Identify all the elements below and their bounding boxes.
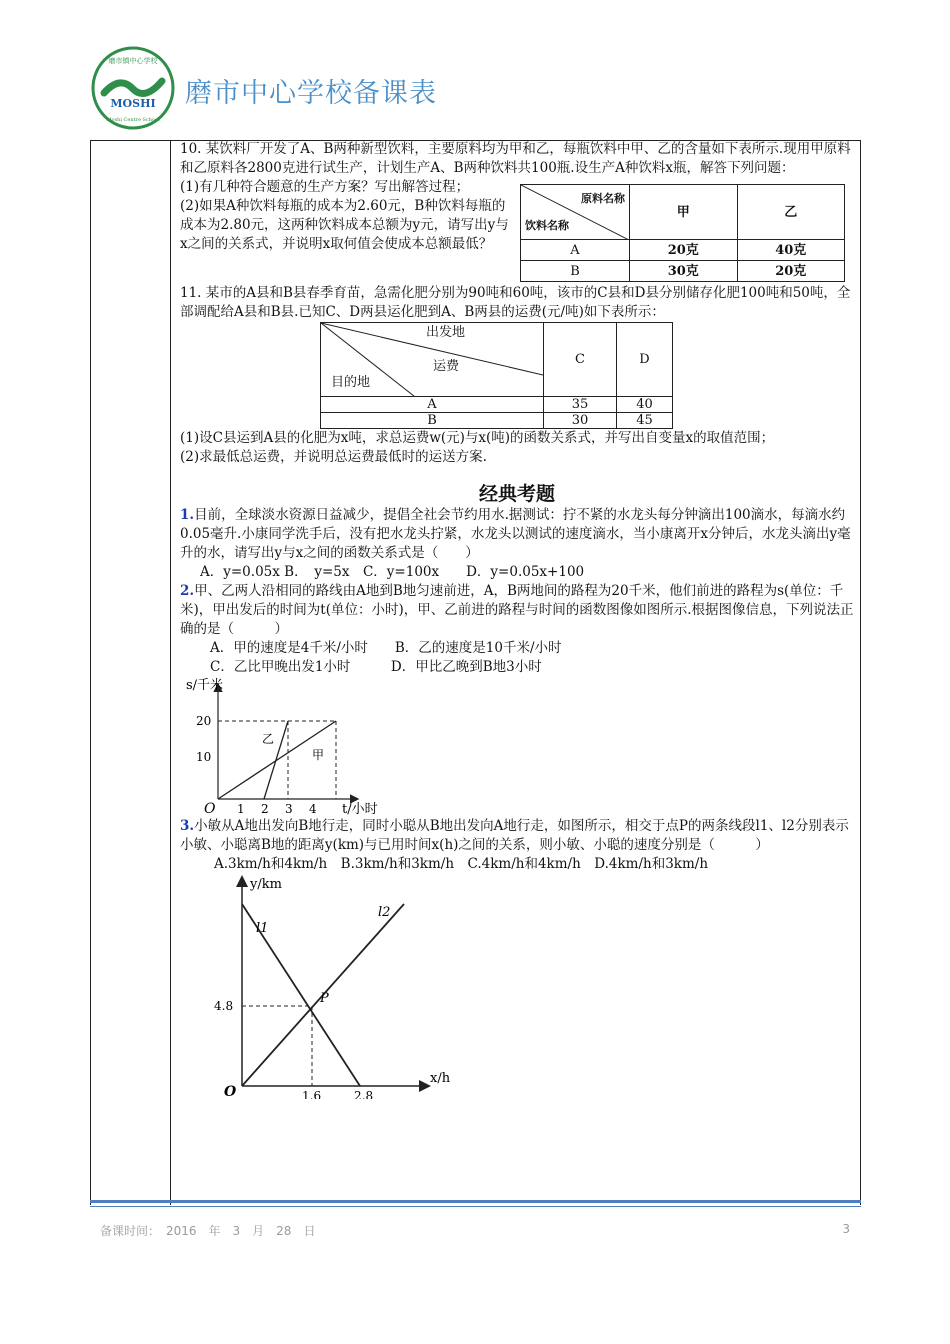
e2-ytick-10: 10 [196, 750, 212, 764]
e2-x-label: t/小时 [342, 802, 378, 817]
page-number: 3 [842, 1222, 850, 1236]
page-footer [100, 1222, 850, 1239]
logo-arc-top: 磨市镇中心学校 [108, 57, 158, 65]
q11-table [320, 322, 673, 429]
q10-diag-top: 原料名称 [581, 192, 625, 205]
e2-origin: O [204, 801, 216, 817]
q11-col-d: D [617, 323, 673, 397]
e3-text: 小敏从A地出发向B地行走，同时小聪从B地出发向A地行走，如图所示，相交于点P的两条线段l1、l2分别表示小敏、小聪离B地的距离y(km)与已用时间x(h)之间的关系，则小敏、小聪的速度分别是（ ） [180, 818, 849, 853]
table-row [321, 397, 673, 413]
page-header [90, 45, 870, 135]
q10-col-jia: 甲 [630, 185, 738, 240]
table-cell: A [321, 397, 544, 413]
table-cell: 20克 [737, 261, 845, 282]
e2-options-2: C．乙比甲晚出发1小时 D．甲比乙晚到B地3小时 [210, 659, 542, 675]
e3-xtick-2: 2.8 [354, 1089, 374, 1099]
e2-xtick-4: 4 [309, 802, 317, 816]
q10-table [520, 184, 845, 282]
frame-column-divider [170, 140, 171, 1205]
q11-label-from: 出发地 [426, 325, 466, 340]
frame-right-border [860, 140, 861, 1205]
e3-x-label: x/h [430, 1071, 451, 1086]
table-cell: B [321, 413, 544, 429]
e2-number: 2. [180, 583, 195, 599]
e2-text: 甲、乙两人沿相同的路线由A地到B地匀速前进，A，B两地间的路程为20千米，他们前进的路程为s(单位：千米)，甲出发后的时间为t(单位：小时)，甲、乙前进的路程与时间的函数图像如图所示.根据图像信息，下列说法正确的是（ ） [180, 583, 854, 637]
q10-diag-bottom: 饮料名称 [525, 219, 569, 232]
exam-question-3 [180, 817, 854, 1099]
e3-label-p: P [320, 991, 329, 1006]
lesson-content [180, 140, 854, 1099]
exam-question-1 [180, 506, 854, 582]
school-logo [90, 45, 176, 131]
school-title: 磨市中心学校备课表 [185, 78, 437, 109]
table-cell: 35 [544, 397, 617, 413]
e2-xtick-2: 2 [261, 802, 269, 816]
e2-label-jia: 甲 [312, 748, 325, 762]
table-cell: B [521, 261, 630, 282]
lesson-date: 备课时间： 2016 年 3 月 28 日 [100, 1224, 316, 1238]
section-title: 经典考题 [478, 483, 555, 505]
q10-diag-cell [521, 185, 630, 240]
logo-arc-bottom: Moshi Centre School [106, 117, 160, 123]
table-cell: A [521, 240, 630, 261]
logo-text: MOSHI [110, 97, 156, 110]
e2-y-label: s/千米 [186, 678, 224, 693]
q10-intro: 10. 某饮料厂开发了A、B两种新型饮料，主要原料均为甲和乙，每瓶饮料中甲、乙的含量如下表所示.现用甲原料和乙原料各2800克进行试生产，计划生产A、B两种饮料共100瓶.设生产A种饮料x瓶，解答下列问题： [180, 141, 851, 176]
q10-col-yi: 乙 [737, 185, 845, 240]
q10-part1: (1)有几种符合题意的生产方案？写出解答过程； [180, 179, 470, 195]
question-10 [180, 140, 854, 284]
q11-label-to: 目的地 [331, 375, 371, 390]
e3-graph [210, 874, 500, 1099]
e1-text: 目前，全球淡水资源日益减少，提倡全社会节约用水.据测试：拧不紧的水龙头每分钟滴出100滴水，每滴水约0.05毫升.小康同学洗手后，没有把水龙头拧紧，水龙头以测试的速度滴水，当小康离开x分钟后，水龙头滴出y毫升的水，请写出y与x之间的函数关系式是（ ） [180, 507, 851, 561]
e2-ytick-20: 20 [196, 714, 212, 728]
e3-options: A.3km/h和4km/h B.3km/h和3km/h C.4km/h和4km/h D.4km/h和3km/h [214, 856, 709, 872]
table-cell: 40克 [737, 240, 845, 261]
q11-part2: (2)求最低总运费，并说明总运费最低时的运送方案. [180, 449, 487, 465]
q11-part1: (1)设C县运到A县的化肥为x吨，求总运费w(元)与x(吨)的函数关系式，并写出自变量x的取值范围； [180, 430, 775, 446]
q11-label-fee: 运费 [433, 359, 460, 374]
e3-origin: O [224, 1084, 237, 1099]
table-cell: 20克 [630, 240, 738, 261]
table-row [321, 413, 673, 429]
frame-left-border [90, 140, 91, 1205]
table-row [521, 261, 845, 282]
exam-question-2 [180, 582, 854, 817]
e2-graph [182, 677, 392, 817]
e3-ytick: 4.8 [214, 999, 234, 1013]
e1-options: A．y=0.05x B． y=5x C．y=100x D．y=0.05x+100 [200, 564, 585, 580]
table-cell: 45 [617, 413, 673, 429]
q11-col-c: C [544, 323, 617, 397]
q11-diag-cell [321, 323, 544, 397]
e1-number: 1. [180, 507, 195, 523]
question-11 [180, 284, 854, 467]
e3-label-l2: l2 [378, 905, 391, 920]
e2-label-yi: 乙 [262, 732, 275, 746]
table-cell: 40 [617, 397, 673, 413]
table-cell: 30克 [630, 261, 738, 282]
e3-number: 3. [180, 818, 195, 834]
table-cell: 30 [544, 413, 617, 429]
e3-y-label: y/km [250, 877, 282, 892]
q10-part2: (2)如果A种饮料每瓶的成本为2.60元，B种饮料每瓶的成本为2.80元，这两种饮料成本总额为y元，请写出y与x之间的关系式，并说明x取何值会使成本总额最低？ [180, 198, 509, 252]
q11-intro: 11. 某市的A县和B县春季育苗，急需化肥分别为90吨和60吨，该市的C县和D县分别储存化肥100吨和50吨，全部调配给A县和B县.已知C、D两县运化肥到A、B两县的运费(元/吨)如下表所示： [180, 285, 851, 320]
e2-xtick-1: 1 [237, 802, 245, 816]
e2-xtick-3: 3 [285, 802, 293, 816]
e2-options-1: A．甲的速度是4千米/小时 B．乙的速度是10千米/小时 [210, 640, 562, 656]
e3-xtick-1: 1.6 [302, 1089, 322, 1099]
e3-label-l1: l1 [256, 921, 269, 936]
table-row [521, 240, 845, 261]
bottom-rule [90, 1200, 861, 1207]
